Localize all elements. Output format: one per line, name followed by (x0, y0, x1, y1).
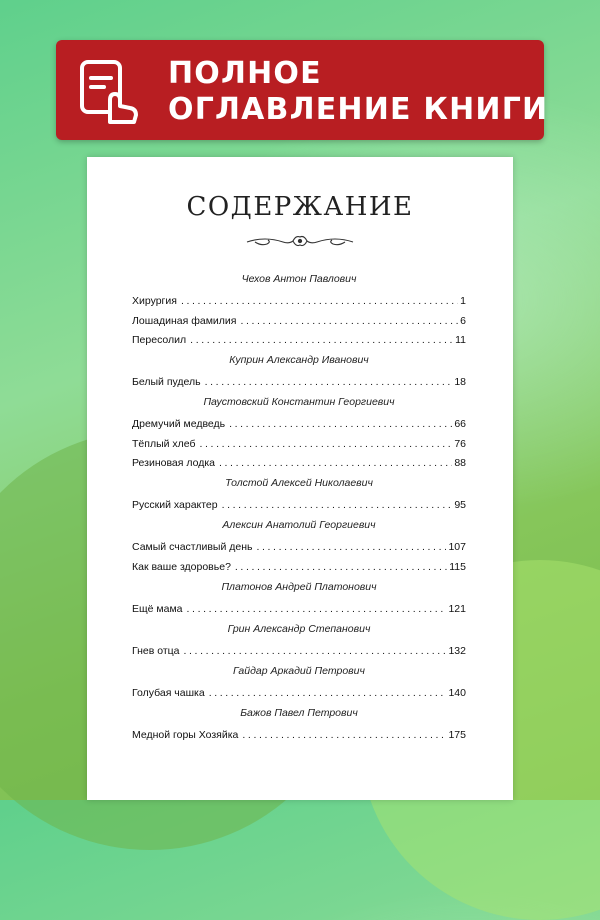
toc-entry (132, 315, 466, 328)
toc-author-section (132, 273, 466, 347)
toc-entry-title: Лошадиная фамилия (132, 314, 237, 327)
toc-entry-title: Ещё мама (132, 602, 183, 615)
toc-author: Алексин Анатолий Георгиевич (222, 519, 376, 531)
toc-leader-dots (190, 334, 453, 347)
toc-entry (132, 645, 466, 658)
toc-page-number: 66 (454, 418, 466, 430)
toc-entry-title: Как ваше здоровье? (132, 560, 231, 573)
toc-leader-dots (242, 729, 446, 742)
toc-author-section (132, 665, 466, 700)
toc-author-section (132, 707, 466, 742)
toc-author: Бажов Павел Петрович (240, 706, 358, 719)
toc-page-number: 115 (449, 560, 466, 573)
toc-entry (132, 418, 466, 431)
page-title: СОДЕРЖАНИЕ (186, 192, 414, 222)
toc-leader-dots (187, 603, 447, 616)
toc-author: Паустовский Константин Георгиевич (203, 396, 395, 408)
toc-author-section (132, 623, 466, 658)
toc-page-number: 11 (455, 334, 466, 346)
toc-entry (132, 457, 466, 470)
promo-banner (56, 40, 549, 140)
toc-entry (132, 687, 466, 700)
toc-leader-dots (219, 457, 452, 470)
toc-author-section (132, 354, 466, 389)
banner-title-line2: ОГЛАВЛЕНИЕ КНИГИ (168, 92, 549, 127)
toc-entry (132, 729, 466, 742)
toc-leader-dots (200, 438, 453, 451)
toc-page-number: 107 (448, 541, 466, 553)
toc-entry (132, 438, 466, 451)
toc-author-section (132, 519, 466, 574)
toc-entry (132, 334, 466, 347)
toc-leader-dots (222, 499, 453, 512)
toc-entry (132, 603, 466, 616)
toc-author: Чехов Антон Павлович (241, 273, 357, 285)
toc-author-section (132, 581, 466, 616)
toc-entry-title: Резиновая лодка (132, 457, 216, 469)
banner-title (168, 56, 548, 128)
toc-entry (132, 561, 466, 574)
toc-page-number: 140 (448, 686, 466, 699)
flourish-divider-icon (245, 233, 355, 251)
toc-leader-dots (184, 645, 447, 658)
toc-leader-dots (209, 687, 447, 700)
toc-page-number: 175 (448, 728, 466, 741)
toc-entry-title: Белый пудель (132, 376, 201, 388)
toc-page-number: 18 (454, 376, 466, 388)
toc-author: Грин Александр Степанович (227, 622, 371, 635)
toc-leader-dots (240, 315, 458, 328)
toc-page-number: 121 (448, 602, 466, 615)
toc-entry-title: Русский характер (132, 499, 218, 511)
toc-author: Толстой Алексей Николаевич (225, 477, 373, 489)
toc-author: Платонов Андрей Платонович (221, 580, 377, 593)
toc-page-number: 88 (454, 457, 466, 469)
toc-entry-title: Гнев отца (132, 644, 180, 657)
toc-entry-title: Самый счастливый день (132, 541, 253, 553)
toc-leader-dots (205, 376, 453, 389)
toc-author-section (132, 477, 466, 512)
toc-page-number: 1 (460, 295, 466, 307)
document-hand-icon (74, 56, 144, 126)
toc-entry (132, 295, 466, 308)
toc-entry-title: Дремучий медведь (132, 418, 226, 430)
toc-leader-dots (229, 418, 452, 431)
toc-leader-dots (181, 295, 458, 308)
toc-author: Куприн Александр Иванович (229, 354, 369, 366)
toc-entry-title: Пересолил (132, 334, 187, 346)
toc-entry (132, 541, 466, 554)
toc-page-number: 76 (454, 437, 466, 450)
toc-entry (132, 376, 466, 389)
table-of-contents (132, 273, 466, 749)
toc-entry (132, 499, 466, 512)
toc-leader-dots (235, 561, 447, 574)
book-page (87, 157, 513, 800)
toc-leader-dots (257, 541, 447, 554)
toc-entry-title: Медной горы Хозяйка (132, 728, 239, 741)
toc-page-number: 95 (454, 499, 466, 511)
toc-entry-title: Голубая чашка (132, 686, 205, 699)
toc-author-section (132, 396, 466, 470)
toc-page-number: 132 (448, 644, 466, 657)
toc-page-number: 6 (460, 314, 466, 327)
banner-title-line1: ПОЛНОЕ (168, 56, 322, 91)
toc-entry-title: Хирургия (132, 295, 177, 307)
toc-author: Гайдар Аркадий Петрович (233, 664, 365, 677)
toc-entry-title: Тёплый хлеб (132, 437, 196, 450)
